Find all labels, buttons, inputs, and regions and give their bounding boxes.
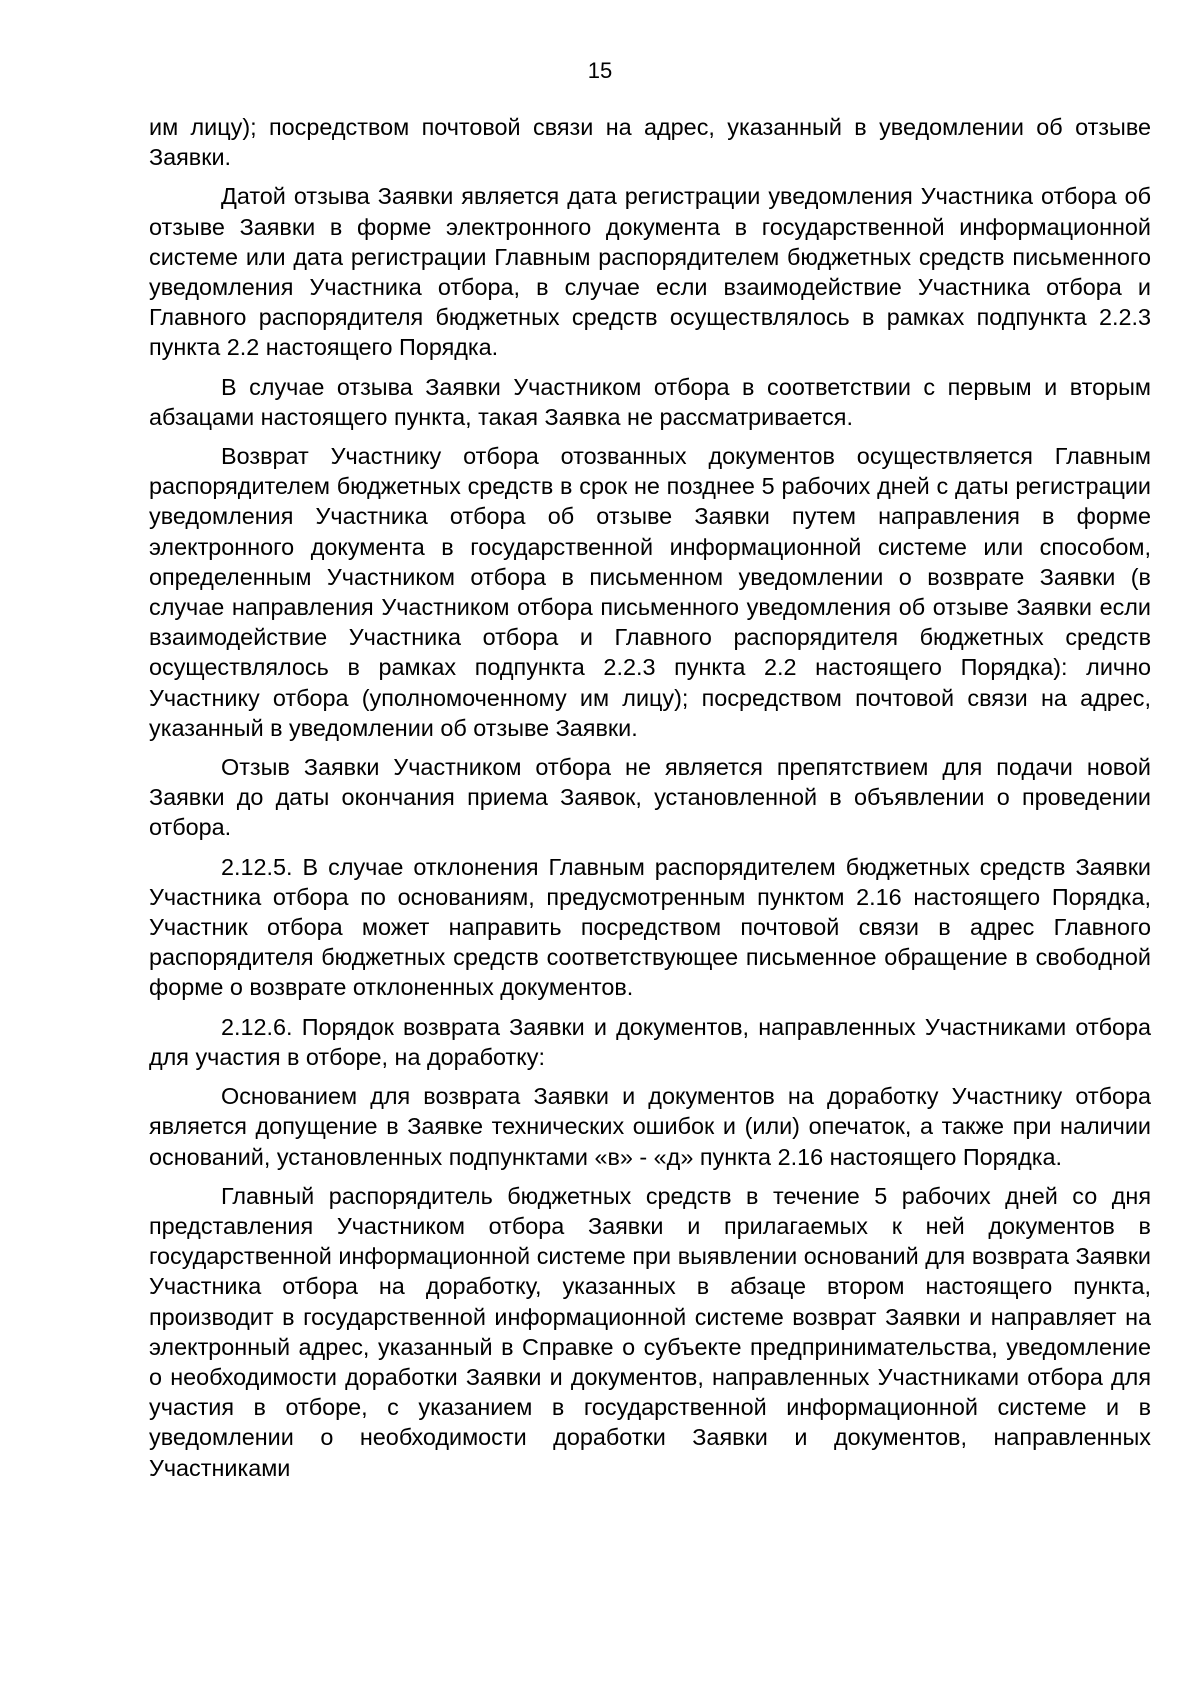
paragraph: Основанием для возврата Заявки и документов на доработку Участнику отбора является допущение в Заявке технических ошибок и (или) опечаток, а также при наличии оснований, установленных подпунктами «в» - «д» пункта 2.16 настоящего Порядка.: [149, 1083, 1151, 1170]
paragraph: Главный распорядитель бюджетных средств в течение 5 рабочих дней со дня представления Участником отбора Заявки и прилагаемых к ней документов в государственной информационной системе при выявлении оснований для возврата Заявки Участника отбора на доработку, указанных в абзаце втором настоящего пункта, производит в государственной информационной системе возврат Заявки и направляет на электронный адрес, указанный в Справке о субъекте предпринимательства, уведомление о необходимости доработки Заявки и документов, направленных Участниками отбора для участия в отборе, с указанием в государственной информационной системе и в уведомлении о необходимости доработки Заявки и документов, направленных Участниками: [149, 1182, 1151, 1481]
paragraph: Датой отзыва Заявки является дата регистрации уведомления Участника отбора об отзыве Заявки в форме электронного документа в государственной информационной системе или дата регистрации Главным распорядителем бюджетных средств письменного уведомления Участника отбора, в случае если взаимодействие Участника отбора и Главного распорядителя бюджетных средств осуществлялось в рамках подпункта 2.2.3 пункта 2.2 настоящего Порядка.: [149, 183, 1151, 361]
paragraph: 2.12.6. Порядок возврата Заявки и документов, направленных Участниками отбора для участия в отборе, на доработку:: [149, 1013, 1151, 1070]
paragraph: Отзыв Заявки Участником отбора не является препятствием для подачи новой Заявки до даты окончания приема Заявок, установленной в объявлении о проведении отбора.: [149, 754, 1151, 841]
paragraph: 2.12.5. В случае отклонения Главным распорядителем бюджетных средств Заявки Участника отбора по основаниям, предусмотренным пунктом 2.16 настоящего Порядка, Участник отбора может направить посредством почтовой связи в адрес Главного распорядителя бюджетных средств соответствующее письменное обращение в свободной форме о возврате отклоненных документов.: [149, 853, 1151, 1001]
paragraph: им лицу); посредством почтовой связи на адрес, указанный в уведомлении об отзыве Заявки.: [149, 114, 1151, 171]
page-number: 15: [587, 58, 613, 83]
paragraph: В случае отзыва Заявки Участником отбора в соответствии с первым и вторым абзацами настоящего пункта, такая Заявка не рассматривается.: [149, 373, 1151, 430]
document-body: [149, 112, 1151, 1492]
paragraph: Возврат Участнику отбора отозванных документов осуществляется Главным распорядителем бюджетных средств в срок не позднее 5 рабочих дней с даты регистрации уведомления Участника отбора об отзыве Заявки путем направления в форме электронного документа в государственной информационной системе или способом, определенным Участником отбора в письменном уведомлении о возврате Заявки (в случае направления Участником отбора письменного уведомления об отзыве Заявки если взаимодействие Участника отбора и Главного распорядителя бюджетных средств осуществлялось в рамках подпункта 2.2.3 пункта 2.2 настоящего Порядка): лично Участнику отбора (уполномоченному им лицу); посредством почтовой связи на адрес, указанный в уведомлении об отзыве Заявки.: [149, 443, 1151, 741]
